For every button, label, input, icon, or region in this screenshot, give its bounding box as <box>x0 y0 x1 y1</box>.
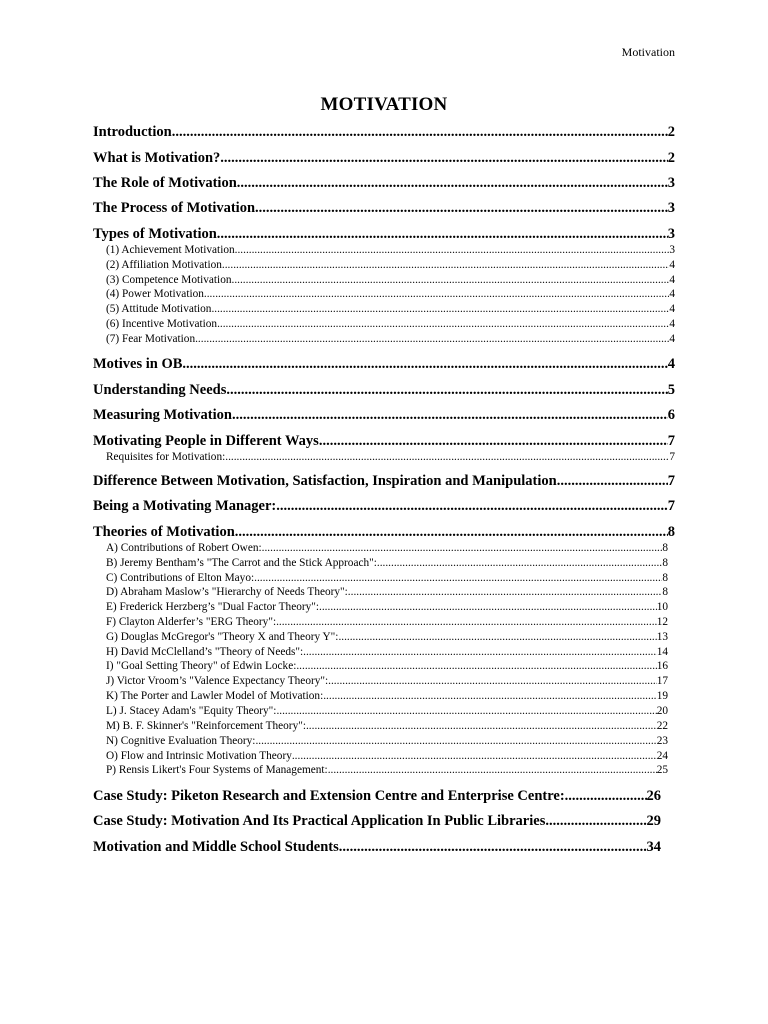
toc-entry-title: Motivating People in Different Ways <box>93 433 319 449</box>
dot-leader <box>237 175 668 192</box>
toc-page-number: 2 <box>667 150 675 166</box>
dot-leader <box>182 356 667 373</box>
toc-entry-types-of-motivation[interactable] <box>93 226 675 243</box>
dot-leader <box>225 451 669 463</box>
dot-leader <box>211 303 669 315</box>
toc-entry-title: I) "Goal Setting Theory" of Edwin Locke: <box>106 660 297 672</box>
toc-entry-title: The Process of Motivation <box>93 200 256 216</box>
toc-entry-role-of-motivation[interactable] <box>93 175 675 192</box>
toc-page-number: 8 <box>662 557 668 569</box>
dot-leader <box>557 473 668 490</box>
dot-leader <box>276 498 668 515</box>
toc-subentry[interactable] <box>106 646 668 658</box>
toc-entry-title: Motives in OB <box>93 356 183 372</box>
toc-entry-title: M) B. F. Skinner's "Reinforcement Theory": <box>106 720 306 732</box>
toc-subentry[interactable] <box>106 720 668 732</box>
toc-entry-title: H) David McClelland’s "Theory of Needs": <box>106 646 304 658</box>
toc-entry-title: The Role of Motivation <box>93 175 237 191</box>
dot-leader <box>262 542 663 554</box>
dot-leader <box>319 433 668 450</box>
toc-entry-introduction[interactable] <box>93 124 675 141</box>
toc-entry-title: What is Motivation? <box>93 150 221 166</box>
toc-page-number: 5 <box>667 382 675 398</box>
dot-leader <box>255 200 668 217</box>
toc-subentry[interactable] <box>106 735 668 747</box>
toc-page-number: 25 <box>656 764 668 776</box>
toc-entry-title: O) Flow and Intrinsic Motivation Theory <box>106 750 292 762</box>
toc-entry-title: (6) Incentive Motivation <box>106 318 218 330</box>
toc-page-number: 7 <box>669 451 675 463</box>
toc-entry-middle-school[interactable] <box>93 839 661 856</box>
toc-page-number: 4 <box>669 333 675 345</box>
dot-leader <box>217 226 668 243</box>
toc-entry-title: G) Douglas McGregor's "Theory X and Theory Y": <box>106 631 339 643</box>
dot-leader <box>565 788 647 805</box>
dot-leader <box>232 274 670 286</box>
document-title: MOTIVATION <box>320 94 448 115</box>
toc-entry-title: L) J. Stacey Adam's "Equity Theory": <box>106 705 277 717</box>
toc-page-number: 3 <box>667 175 675 191</box>
toc-page-number: 29 <box>646 813 661 829</box>
toc-page-number: 4 <box>669 274 675 286</box>
dot-leader <box>319 601 657 613</box>
toc-page-number: 6 <box>667 407 675 423</box>
dot-leader <box>296 660 656 672</box>
toc-entry-title: A) Contributions of Robert Owen: <box>106 542 262 554</box>
toc-page-number: 4 <box>669 303 675 315</box>
toc-page-number: 19 <box>656 690 668 702</box>
dot-leader <box>195 333 669 345</box>
toc-page-number: 4 <box>667 356 675 372</box>
toc-subentry[interactable] <box>106 586 668 598</box>
dot-leader <box>254 572 662 584</box>
toc-page-number: 16 <box>656 660 668 672</box>
toc-entry-case-study-libraries[interactable] <box>93 813 661 830</box>
running-header: Motivation <box>621 45 675 59</box>
toc-entry-understanding-needs[interactable] <box>93 382 675 399</box>
toc-page-number: 2 <box>667 124 675 140</box>
toc-entry-title: N) Cognitive Evaluation Theory: <box>106 735 256 747</box>
toc-entry-title: Theories of Motivation <box>93 524 235 540</box>
dot-leader <box>235 524 668 541</box>
toc-page-number: 7 <box>667 433 675 449</box>
toc-subentry[interactable] <box>106 601 668 613</box>
toc-entry-title: C) Contributions of Elton Mayo: <box>106 572 255 584</box>
dot-leader <box>255 735 656 747</box>
toc-entry-title: (4) Power Motivation <box>106 288 204 300</box>
dot-leader <box>348 586 663 598</box>
toc-page-number: 7 <box>667 473 675 489</box>
dot-leader <box>328 764 657 776</box>
toc-subentry[interactable] <box>106 660 668 672</box>
toc-subentry[interactable] <box>106 274 675 286</box>
toc-entry-title: Introduction <box>93 124 172 140</box>
toc-entry-title: Case Study: Piketon Research and Extension Centre and Enterprise Centre: <box>93 788 565 804</box>
toc-entry-title: (7) Fear Motivation <box>106 333 196 345</box>
toc-subentry[interactable] <box>106 333 675 345</box>
dot-leader <box>306 720 657 732</box>
toc-entry-measuring-motivation[interactable] <box>93 407 675 424</box>
toc-page-number: 7 <box>667 498 675 514</box>
toc-subentry[interactable] <box>106 244 675 256</box>
toc-subentry[interactable] <box>106 303 675 315</box>
dot-leader <box>226 382 667 399</box>
toc-subentry[interactable] <box>106 705 668 717</box>
dot-leader <box>204 288 669 300</box>
dot-leader <box>323 690 656 702</box>
toc-page-number: 10 <box>656 601 668 613</box>
toc-entry-process-of-motivation[interactable] <box>93 200 675 217</box>
toc-page-number: 22 <box>656 720 668 732</box>
toc-entry-title: Difference Between Motivation, Satisfaction, Inspiration and Manipulation <box>93 473 557 489</box>
toc-subentry[interactable] <box>106 616 668 628</box>
toc-subentry[interactable] <box>106 288 675 300</box>
toc-entry-title: Requisites for Motivation: <box>106 451 226 463</box>
toc-page-number: 8 <box>662 572 668 584</box>
toc-entry-motivating-manager[interactable] <box>93 498 675 515</box>
dot-leader <box>328 675 657 687</box>
toc-entry-title: (1) Achievement Motivation <box>106 244 235 256</box>
toc-page-number: 3 <box>669 244 675 256</box>
toc-subentry[interactable] <box>106 259 675 271</box>
toc-entry-title: Types of Motivation <box>93 226 217 242</box>
toc-page-number: 17 <box>656 675 668 687</box>
toc-entry-title: (3) Competence Motivation <box>106 274 232 286</box>
toc-page-number: 13 <box>656 631 668 643</box>
toc-subentry[interactable] <box>106 690 668 702</box>
toc-page-number: 23 <box>656 735 668 747</box>
toc-entry-theories-of-motivation[interactable] <box>93 524 675 541</box>
toc-page-number: 3 <box>667 200 675 216</box>
toc-subentry[interactable] <box>106 764 668 776</box>
toc-page-number: 4 <box>669 288 675 300</box>
toc-entry-motivating-people[interactable] <box>93 433 675 450</box>
dot-leader <box>276 616 657 628</box>
toc-entry-title: D) Abraham Maslow’s "Hierarchy of Needs Theory": <box>106 586 348 598</box>
toc-entry-title: K) The Porter and Lawler Model of Motivation: <box>106 690 324 702</box>
toc-subentry[interactable] <box>106 318 675 330</box>
toc-entry-title: Measuring Motivation <box>93 407 232 423</box>
toc-entry-title: Motivation and Middle School Students <box>93 839 339 855</box>
toc-page-number: 34 <box>646 839 661 855</box>
toc-subentry[interactable] <box>106 557 668 569</box>
toc-page-number: 4 <box>669 318 675 330</box>
toc-subentry[interactable] <box>106 451 675 463</box>
toc-entry-motives-in-ob[interactable] <box>93 356 675 373</box>
toc-entry-difference[interactable] <box>93 473 675 490</box>
toc-entry-title: (2) Affiliation Motivation <box>106 259 222 271</box>
toc-entry-what-is-motivation[interactable] <box>93 150 675 167</box>
toc-entry-title: Being a Motivating Manager: <box>93 498 277 514</box>
toc-subentry[interactable] <box>106 542 668 554</box>
toc-page-number: 24 <box>656 750 668 762</box>
dot-leader <box>222 259 669 271</box>
toc-entry-title: F) Clayton Alderfer’s "ERG Theory": <box>106 616 277 628</box>
toc-page-number: 4 <box>669 259 675 271</box>
dot-leader <box>339 839 647 856</box>
toc-subentry[interactable] <box>106 631 668 643</box>
toc-page-number: 12 <box>656 616 668 628</box>
toc-entry-case-study-piketon[interactable] <box>93 788 661 805</box>
dot-leader <box>292 750 657 762</box>
dot-leader <box>220 150 667 167</box>
dot-leader <box>377 557 662 569</box>
dot-leader <box>232 407 668 424</box>
toc-page-number: 26 <box>646 788 661 804</box>
dot-leader <box>303 646 657 658</box>
dot-leader <box>235 244 670 256</box>
toc-page-number: 8 <box>662 542 668 554</box>
dot-leader <box>276 705 656 717</box>
dot-leader <box>338 631 656 643</box>
toc-subentry[interactable] <box>106 750 668 762</box>
toc-entry-title: B) Jeremy Bentham’s "The Carrot and the Stick Approach": <box>106 557 377 569</box>
toc-page-number: 8 <box>662 586 668 598</box>
toc-page-number: 20 <box>656 705 668 717</box>
toc-page-number: 8 <box>667 524 675 540</box>
dot-leader <box>217 318 669 330</box>
toc-entry-title: E) Frederick Herzberg’s "Dual Factor Theory": <box>106 601 320 613</box>
dot-leader <box>172 124 668 141</box>
toc-page-number: 3 <box>667 226 675 242</box>
toc-entry-title: (5) Attitude Motivation <box>106 303 212 315</box>
toc-entry-title: Case Study: Motivation And Its Practical Application In Public Libraries <box>93 813 546 829</box>
toc-entry-title: J) Victor Vroom’s "Valence Expectancy Theory": <box>106 675 329 687</box>
toc-subentry[interactable] <box>106 675 668 687</box>
toc-subentry[interactable] <box>106 572 668 584</box>
toc-page-number: 14 <box>656 646 668 658</box>
toc-entry-title: P) Rensis Likert's Four Systems of Management: <box>106 764 328 776</box>
toc-entry-title: Understanding Needs <box>93 382 227 398</box>
dot-leader <box>545 813 646 830</box>
